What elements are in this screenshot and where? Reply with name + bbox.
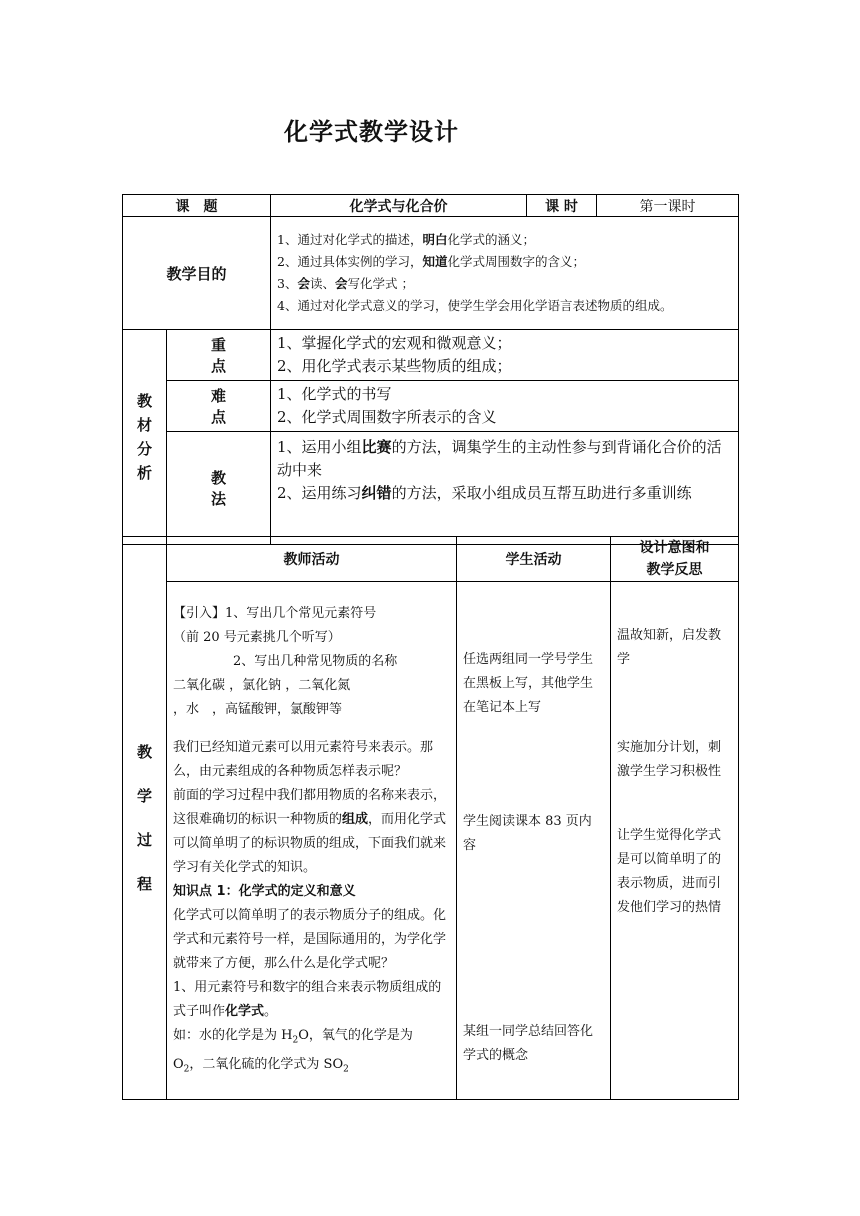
objective-item: 4、通过对化学式意义的学习，使学生学会用化学语言表述物质的组成。 xyxy=(277,298,673,313)
teacher-activity-header: 教师活动 xyxy=(167,537,457,582)
teaching-methods xyxy=(271,432,739,545)
student-activity: 任选两组同一学号学生在黑板上写，其他学生在笔记本上写 学生阅读课本 83 页内容 某组一同学总结回答化学式的概念 xyxy=(457,582,611,1100)
objective-item: 3、会读、会写化学式 ； xyxy=(277,276,414,291)
key-point-item: 1、掌握化学式的宏观和微观意义； xyxy=(277,334,512,352)
design-intent: 温故知新，启发教学 实施加分计划，刺激学生学习积极性 让学生觉得化学式是可以简单明了的表示物质，进而引发他们学习的热情 xyxy=(611,582,739,1100)
teaching-process-table xyxy=(122,536,739,1100)
key-points-label: 重 点 xyxy=(167,330,271,381)
key-point-item: 2、用化学式表示某些物质的组成； xyxy=(277,357,512,375)
objective-item: 1、通过对化学式的描述，明白化学式的涵义； xyxy=(277,232,535,247)
analysis-label: 教材分析 xyxy=(123,330,167,545)
topic-label: 课 题 xyxy=(123,195,271,217)
knowledge-point-heading: 知识点 1：化学式的定义和意义 xyxy=(173,884,356,899)
objectives-content xyxy=(271,217,739,330)
difficult-points xyxy=(271,381,739,432)
difficult-points-label: 难 点 xyxy=(167,381,271,432)
teaching-method-label: 教 法 xyxy=(167,432,271,545)
objectives-label: 教学目的 xyxy=(123,217,271,330)
page-title: 化学式教学设计 xyxy=(284,118,459,146)
objective-item: 2、通过具体实例的学习，知道化学式周围数字的含义； xyxy=(277,254,585,269)
student-activity-header: 学生活动 xyxy=(457,537,611,582)
difficult-point-item: 2、化学式周围数字所表示的含义 xyxy=(277,408,497,426)
topic-value: 化学式与化合价 xyxy=(271,195,527,217)
difficult-point-item: 1、化学式的书写 xyxy=(277,385,392,403)
lesson-info-table xyxy=(122,194,739,545)
process-label: 教学过程 xyxy=(123,537,167,1100)
design-intent-header: 设计意图和 教学反思 xyxy=(611,537,739,582)
teacher-activity: 【引入】1、写出几个常见元素符号 （前 20 号元素挑几个听写） 2、写出几种常见物质的名称 二氧化碳 ，氯化钠 ，二氧化氮 ，水 ，高锰酸钾，氯酸钾等 我们已经知道元素可以用元素符号来表示。那么，由元素组成的各种物质怎样表示呢？ 前面的学习过程中我们都用物质的名称来表示，这很难确切的标识一种物质的组成，而用化学式可以简单明了的标识物质的组成，下面我们就来学习有关化学式的知识。 知识点 1：化学式的定义和意义 化学式可以简单明了的表示物质分子的组成。化学式和元素符号一样，是国际通用的，为学化学就带来了方便，那么什么是化学式呢？ 1、用元素符号和数字的组合来表示物质组成的式子叫作化学式。 如：水的化学是为 $H_2O$，氧气的化学是为 $O_2$，二氧化硫的化学式为 $SO_2$ xyxy=(167,582,457,1100)
method-item: 1、运用小组比赛的方法，调集学生的主动性参与到背诵化合价的活动中来 xyxy=(277,438,722,479)
period-value: 第一课时 xyxy=(597,195,739,217)
method-item: 2、运用练习纠错的方法，采取小组成员互帮互助进行多重训练 xyxy=(277,484,692,502)
period-label: 课 时 xyxy=(527,195,597,217)
key-points xyxy=(271,330,739,381)
